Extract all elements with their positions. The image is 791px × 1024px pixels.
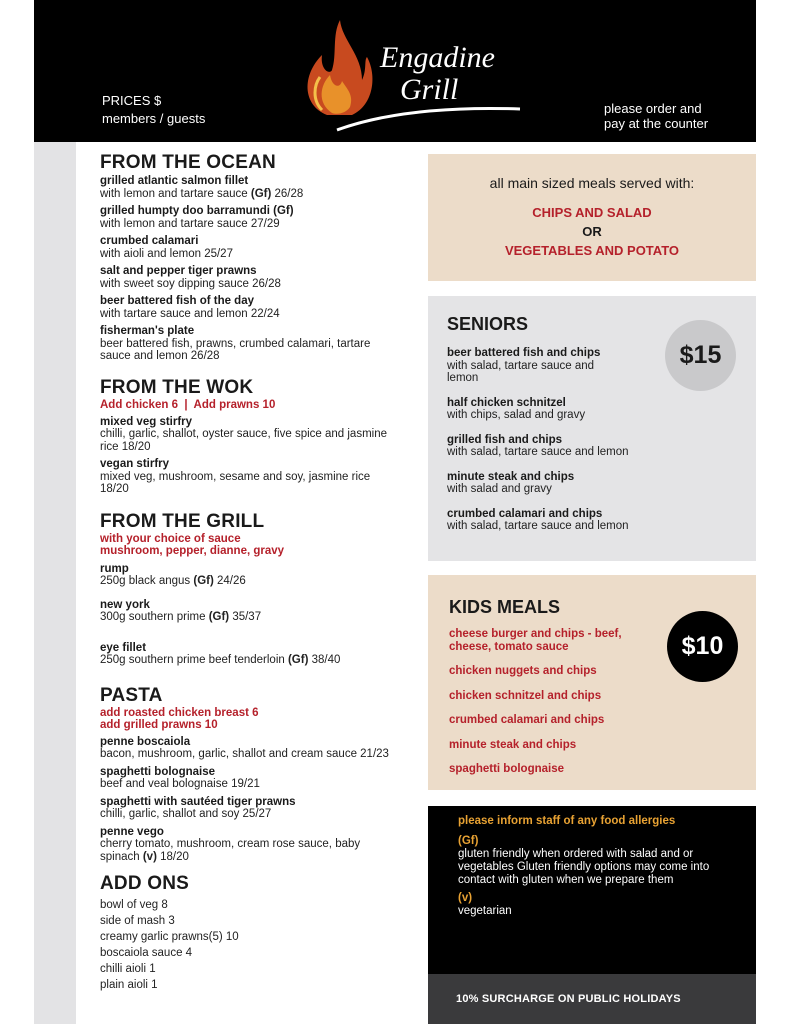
list-item: chicken schnitzel and chips xyxy=(449,689,602,702)
list-item: cheese burger and chips - beef, cheese, tomato sauce xyxy=(449,628,622,653)
kids-list xyxy=(449,628,629,788)
prices-label: PRICES $ xyxy=(102,93,162,108)
grill-sauce-note: with your choice of sauce xyxy=(100,532,241,545)
brush-stroke xyxy=(337,108,520,130)
list-item: minute steak and chips xyxy=(449,738,577,751)
section-title-wok: FROM THE WOK xyxy=(100,376,254,398)
brand-line2: Grill xyxy=(400,73,459,106)
seniors-box xyxy=(428,296,756,561)
menu-item: eye fillet 250g southern prime beef tenderloin (Gf) 38/40 xyxy=(100,641,341,666)
kids-title: KIDS MEALS xyxy=(449,597,561,617)
list-item: crumbed calamari and chips xyxy=(449,714,605,726)
served-option-2: VEGETABLES AND POTATO xyxy=(504,243,680,258)
list-item: crumbed calamari and chips with salad, tartare sauce and lemon xyxy=(447,507,629,532)
v-description: vegetarian xyxy=(458,905,512,917)
menu-item: grilled atlantic salmon fillet with lemon and tartare sauce (Gf) 26/28 xyxy=(100,175,304,200)
menu-item: spaghetti bolognaise beef and veal bolognaise 19/21 xyxy=(100,765,260,790)
seniors-list xyxy=(447,347,677,533)
addon-item: boscaiola sauce 4 xyxy=(100,947,193,959)
section-title-ocean: FROM THE OCEAN xyxy=(100,152,276,173)
prices-legend xyxy=(102,92,205,128)
menu-item: new york 300g southern prime (Gf) 35/37 xyxy=(100,598,262,623)
menu-item: spaghetti with sautéed tiger prawns chilli, garlic, shallot and soy 25/27 xyxy=(100,795,296,820)
order-note: please order and pay at the counter xyxy=(604,101,709,131)
served-with-box xyxy=(428,154,756,281)
ocean-list xyxy=(100,175,400,363)
addons-list xyxy=(100,897,400,993)
list-item: minute steak and chips with salad and gravy xyxy=(447,470,575,495)
flame-icon xyxy=(308,20,373,115)
addon-item: bowl of veg 8 xyxy=(100,899,168,911)
menu-item: rump 250g black angus (Gf) 24/26 xyxy=(100,562,246,587)
list-item: half chicken schnitzel with chips, salad and gravy xyxy=(447,396,586,421)
menu-item: penne boscaiola bacon, mushroom, garlic, shallot and cream sauce 21/23 xyxy=(100,735,389,760)
menu-item: mixed veg stirfry chilli, garlic, shallot, oyster sauce, five spice and jasmine rice 18/20 xyxy=(100,415,387,453)
grill-sauce-list: mushroom, pepper, dianne, gravy xyxy=(100,544,285,557)
menu-item: beer battered fish of the day with tartare sauce and lemon 22/24 xyxy=(100,295,280,320)
addon-item: plain aioli 1 xyxy=(100,979,158,991)
menu-item: vegan stirfry mixed veg, mushroom, sesame and soy, jasmine rice 18/20 xyxy=(100,458,371,495)
list-item: grilled fish and chips with salad, tartare sauce and lemon xyxy=(447,433,629,458)
gf-label: (Gf) xyxy=(458,835,479,847)
section-title-addons: ADD ONS xyxy=(100,873,190,894)
seniors-title: SENIORS xyxy=(447,314,529,334)
prices-sub: members / guests xyxy=(102,111,206,126)
section-title-pasta: PASTA xyxy=(100,684,163,706)
menu-item: penne vego cherry tomato, mushroom, cream rose sauce, baby spinach (v) 18/20 xyxy=(100,825,361,863)
menu-item: salt and pepper tiger prawns with sweet soy dipping sauce 26/28 xyxy=(100,265,281,290)
served-with-heading: all main sized meals served with: xyxy=(489,175,695,191)
kids-meals-box xyxy=(428,575,756,790)
list-item: chicken nuggets and chips xyxy=(449,665,597,677)
surcharge-notice: 10% SURCHARGE ON PUBLIC HOLIDAYS xyxy=(428,974,756,1024)
wok-addons: Add chicken 6 | Add prawns 10 xyxy=(100,398,276,411)
pasta-addon-1: add roasted chicken breast 6 xyxy=(100,706,259,719)
allergy-heading: please inform staff of any food allergies xyxy=(458,815,676,827)
seniors-price-badge: $15 xyxy=(665,320,736,391)
list-item: beer battered fish and chips with salad, tartare sauce and lemon xyxy=(447,347,601,384)
served-or: OR xyxy=(582,224,602,239)
list-item: spaghetti bolognaise xyxy=(449,763,565,775)
addon-item: creamy garlic prawns(5) 10 xyxy=(100,931,239,943)
addon-item: side of mash 3 xyxy=(100,915,175,927)
menu-item: fisherman's plate beer battered fish, prawns, crumbed calamari, tartare sauce and lemon 26/28 xyxy=(100,325,371,362)
menu-item: grilled humpty doo barramundi (Gf) with lemon and tartare sauce 27/29 xyxy=(100,205,294,230)
engadine-grill-logo xyxy=(292,15,522,135)
kids-price-badge: $10 xyxy=(667,611,738,682)
menu-item: crumbed calamari with aioli and lemon 25/27 xyxy=(100,235,233,260)
main-menu-column xyxy=(100,152,400,993)
addon-item: chilli aioli 1 xyxy=(100,963,156,975)
allergy-notice xyxy=(428,806,756,974)
gf-description: gluten friendly when ordered with salad and or vegetables Gluten friendly options may come into contact with gluten when we prepare them xyxy=(458,848,710,886)
v-label: (v) xyxy=(458,892,473,904)
section-title-grill: FROM THE GRILL xyxy=(100,510,265,532)
pasta-addon-2: add grilled prawns 10 xyxy=(100,718,218,731)
served-option-1: CHIPS AND SALAD xyxy=(532,205,652,220)
brand-line1: Engadine xyxy=(380,41,495,74)
side-strip xyxy=(34,142,76,1024)
header-banner xyxy=(34,0,756,142)
